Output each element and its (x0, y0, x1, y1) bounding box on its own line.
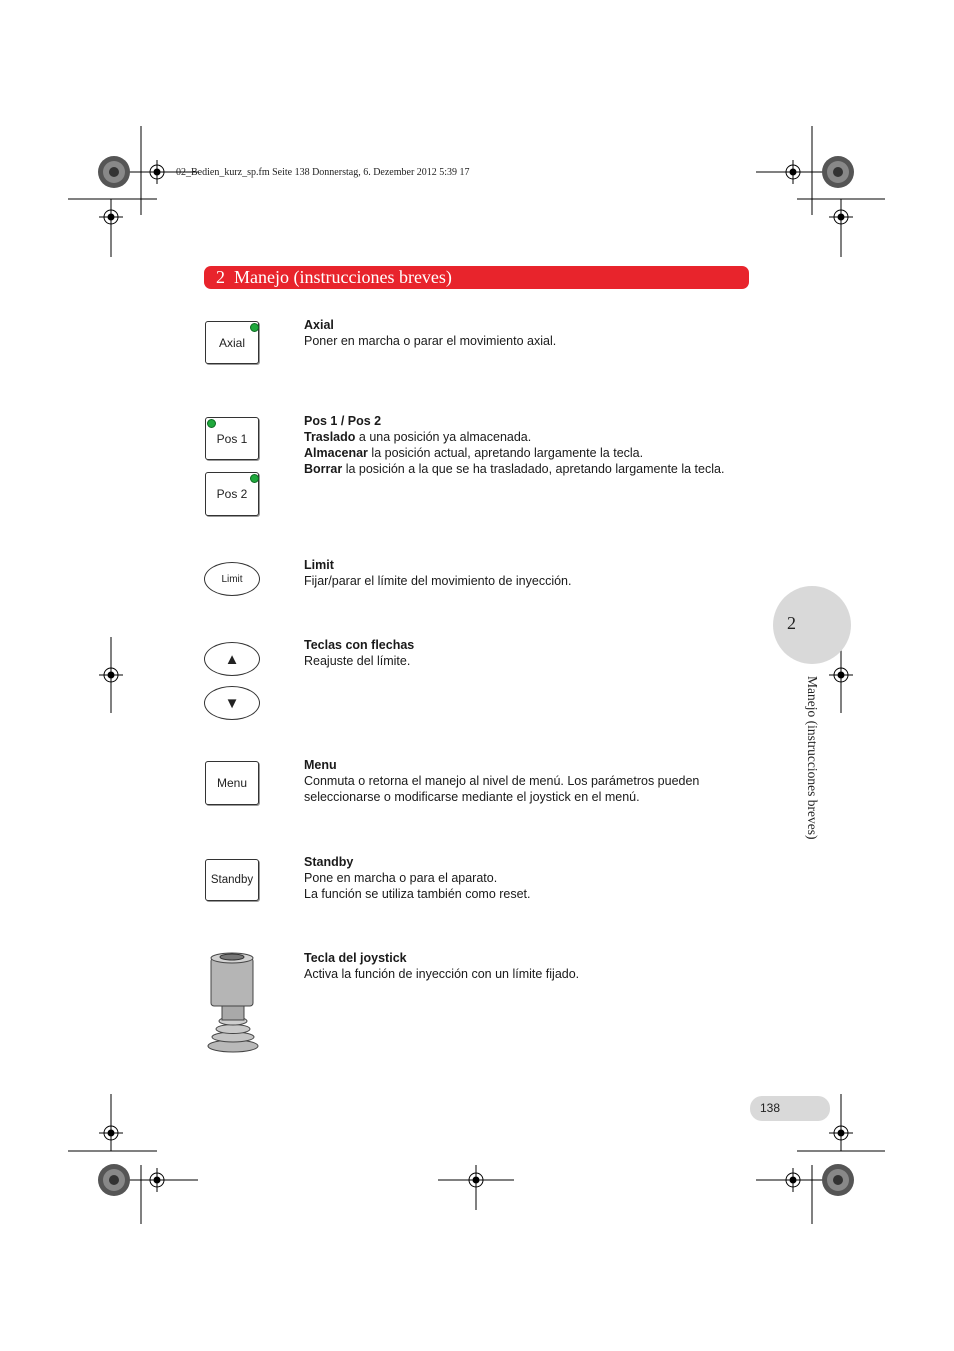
pos-description (304, 413, 724, 477)
pos-line2-text: la posición actual, apretando largamente la tecla. (367, 446, 644, 460)
menu-description (304, 757, 699, 805)
standby-key (205, 859, 259, 901)
pos-line1-text: a una posición ya almacenada. (355, 430, 532, 444)
chapter-title (216, 266, 452, 289)
page-number: 138 (760, 1101, 781, 1115)
chapter-title-text: Manejo (instrucciones breves) (234, 267, 452, 287)
joystick-icon (204, 950, 264, 1056)
joystick-text: Activa la función de inyección con un límite fijado. (304, 967, 580, 981)
menu-key-label: Menu (216, 776, 248, 790)
pos2-led-icon (250, 474, 259, 483)
arrows-title: Teclas con flechas (304, 638, 415, 652)
joystick-description (304, 950, 579, 982)
pos-line1-bold: Traslado (304, 430, 356, 444)
pos-line2-bold: Almacenar (304, 446, 368, 460)
arrow-down-icon: ▼ (224, 694, 240, 712)
joystick-title: Tecla del joystick (304, 951, 407, 965)
axial-key-label: Axial (218, 335, 245, 350)
menu-text-2: seleccionarse o modificarse mediante el joystick en el menú. (304, 790, 640, 804)
axial-text: Poner en marcha o parar el movimiento axial. (304, 334, 557, 348)
pos1-led-icon (207, 419, 216, 428)
print-header: 02_Bedien_kurz_sp.fm Seite 138 Donnerstag, 6. Dezember 2012 5:39 17 (176, 167, 470, 178)
page-number-pill (750, 1096, 830, 1121)
axial-title: Axial (304, 318, 334, 332)
limit-key (204, 562, 260, 596)
menu-title: Menu (304, 758, 337, 772)
chapter-title-bar (204, 266, 749, 289)
menu-key (205, 761, 259, 805)
pos-title: Pos 1 / Pos 2 (304, 414, 382, 428)
limit-title: Limit (304, 558, 334, 572)
standby-text-1: Pone en marcha o para el aparato. (304, 871, 498, 885)
arrow-up-icon: ▲ (224, 650, 240, 668)
pos2-key-label: Pos 2 (216, 487, 248, 501)
arrow-up-key (204, 642, 260, 676)
pos-line3-text: la posición a la que se ha trasladado, apretando largamente la tecla. (342, 462, 725, 476)
standby-description (304, 854, 531, 902)
arrows-text: Reajuste del límite. (304, 654, 411, 668)
limit-key-label: Limit (221, 573, 243, 585)
standby-title: Standby (304, 855, 354, 869)
side-chapter-title: Manejo (instrucciones breves) (805, 676, 820, 840)
standby-key-label: Standby (210, 874, 254, 886)
axial-description (304, 317, 556, 349)
pos-line3-bold: Borrar (304, 462, 343, 476)
pos1-key-label: Pos 1 (216, 431, 248, 446)
limit-description (304, 557, 571, 589)
limit-text: Fijar/parar el límite del movimiento de inyección. (304, 574, 572, 588)
menu-text-1: Conmuta o retorna el manejo al nivel de menú. Los parámetros pueden (304, 774, 700, 788)
chapter-number: 2 (216, 267, 225, 287)
axial-led-icon (250, 323, 259, 332)
arrow-down-key (204, 686, 260, 720)
side-chapter-tab (773, 586, 851, 664)
side-chapter-number: 2 (787, 613, 796, 633)
arrows-description (304, 637, 414, 669)
standby-text-2: La función se utiliza también como reset. (304, 887, 531, 901)
